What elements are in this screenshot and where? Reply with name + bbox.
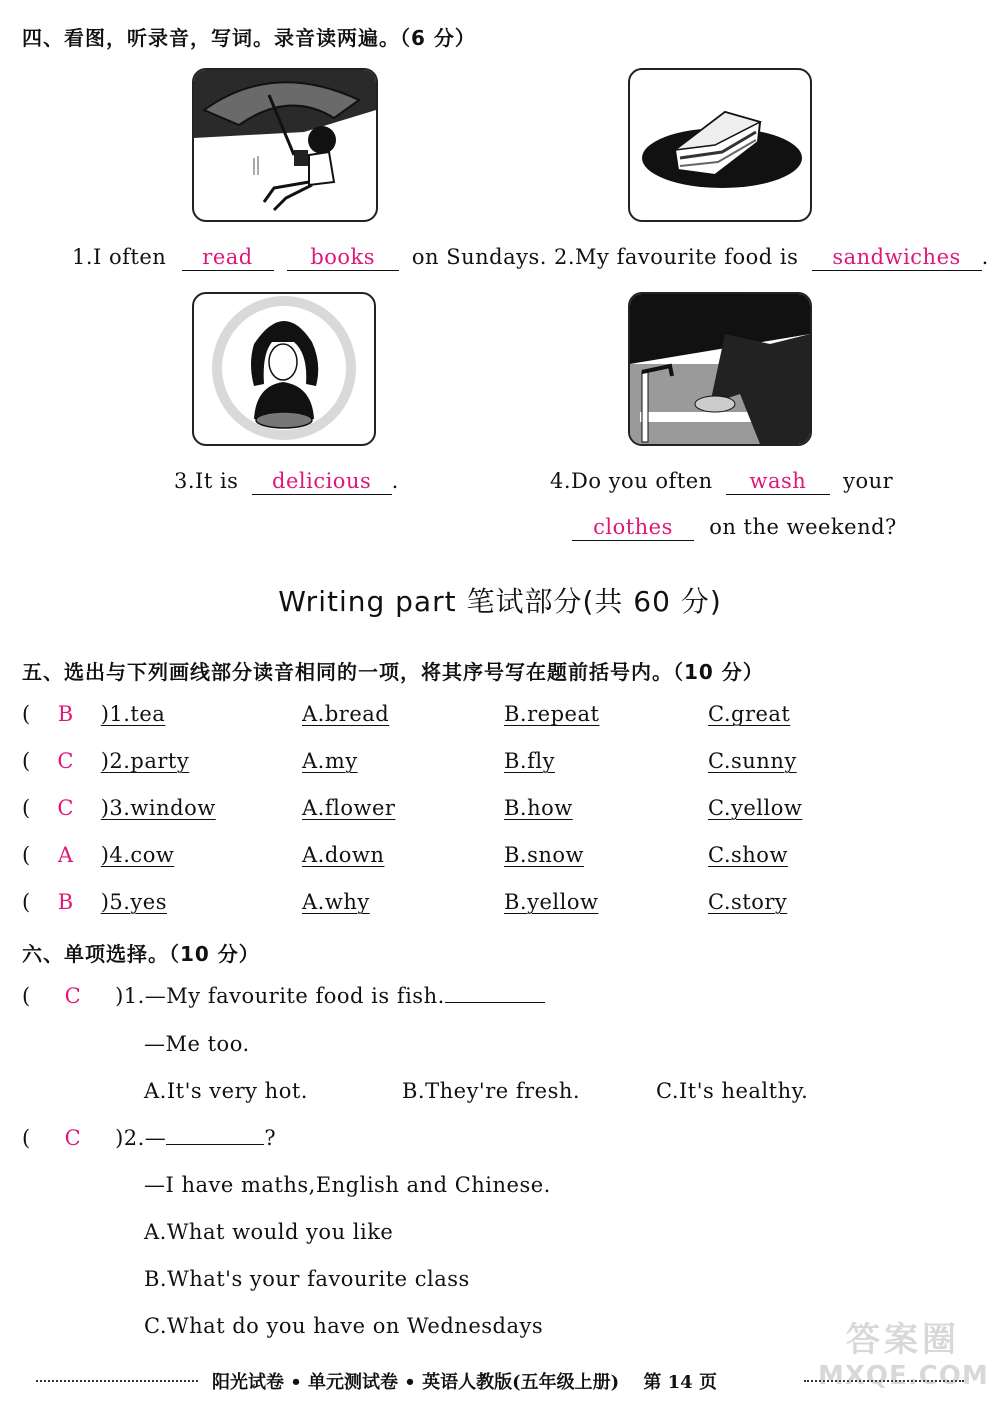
q1-answer-2: books	[310, 245, 376, 269]
s6-q1-option-c: C.It's healthy.	[656, 1079, 809, 1103]
s5-option-b: B.yellow	[504, 890, 599, 914]
watermark-en: MXQE.COM	[818, 1361, 989, 1391]
picture-sandwich	[628, 68, 812, 222]
q4-suffix: on the weekend?	[709, 515, 897, 539]
s6-q1-reply: —Me too.	[144, 1032, 250, 1056]
s5-answer: C	[57, 796, 74, 820]
s5-option-a: A.bread	[302, 702, 390, 726]
q2-prefix: 2.My favourite food is	[554, 245, 799, 269]
s6-q2-answer: C	[64, 1126, 82, 1150]
q3-answer: delicious	[272, 469, 372, 493]
picture-reading-umbrella	[192, 68, 378, 222]
picture-girl-food	[192, 292, 376, 446]
s5-option-a: A.flower	[302, 796, 396, 820]
s6-q2-option-a: A.What would you like	[144, 1220, 394, 1244]
section6-title: 六、单项选择。（10 分）	[22, 942, 260, 966]
s5-answer: C	[57, 749, 74, 773]
section5-title: 五、选出与下列画线部分读音相同的一项，将其序号写在题前括号内。（10 分）	[22, 660, 764, 684]
s6-q2-stem-end: ?	[264, 1126, 277, 1150]
q4-prefix: 4.Do you often	[550, 469, 713, 493]
s6-q2-stem: )2.—	[115, 1126, 167, 1150]
q2-line	[554, 244, 989, 271]
watermark-cn: 答案圈	[846, 1320, 960, 1360]
footer-dots-left	[36, 1380, 198, 1382]
picture-washing	[628, 292, 812, 446]
s6-q1-option-a: A.It's very hot.	[144, 1079, 308, 1103]
q2-answer: sandwiches	[832, 245, 961, 269]
paren-open: (	[22, 984, 31, 1008]
s5-option-b: B.how	[504, 796, 573, 820]
q2-suffix: .	[981, 245, 989, 269]
s5-option-b: B.snow	[504, 843, 585, 867]
s6-q1-row	[22, 984, 545, 1008]
s5-option-a: A.my	[302, 749, 358, 773]
s5-option-c: C.sunny	[708, 749, 797, 773]
s5-row	[22, 796, 216, 820]
section4-title: 四、看图，听录音，写词。录音读两遍。（6 分）	[22, 26, 476, 50]
s5-option-a: A.why	[302, 890, 370, 914]
s5-question: )5.yes	[100, 890, 168, 914]
q4-answer-2: clothes	[593, 515, 673, 539]
s5-row	[22, 890, 167, 914]
q3-line	[174, 468, 399, 495]
paren-open: (	[22, 749, 31, 773]
s5-answer: A	[57, 843, 74, 867]
paren-open: (	[22, 843, 31, 867]
s5-row	[22, 843, 174, 867]
s5-row	[22, 702, 165, 726]
s5-question: )2.party	[100, 749, 190, 773]
s5-option-c: C.story	[708, 890, 788, 914]
s6-q2-option-c: C.What do you have on Wednesdays	[144, 1314, 544, 1338]
s6-q1-answer: C	[64, 984, 82, 1008]
footer-text: 阳光试卷 • 单元测试卷 • 英语人教版(五年级上册)	[212, 1372, 620, 1393]
s5-option-c: C.great	[708, 702, 791, 726]
s5-answer: B	[57, 702, 74, 726]
s5-row	[22, 749, 189, 773]
paren-open: (	[22, 890, 31, 914]
s6-q1-option-b: B.They're fresh.	[402, 1079, 581, 1103]
q4-mid: your	[843, 469, 894, 493]
q1-suffix: on Sundays.	[411, 245, 547, 269]
s5-option-c: C.yellow	[708, 796, 803, 820]
footer	[212, 1368, 717, 1394]
s5-question: )3.window	[100, 796, 216, 820]
s6-q2-reply: —I have maths,English and Chinese.	[144, 1173, 551, 1197]
q1-line	[72, 244, 547, 271]
q4-line-1	[550, 468, 893, 495]
s6-q1-stem: )1.—My favourite food is fish.	[115, 984, 445, 1008]
s6-q2-row	[22, 1126, 276, 1150]
q4-line-2	[572, 514, 897, 541]
s5-option-c: C.show	[708, 843, 788, 867]
s5-option-b: B.repeat	[504, 702, 600, 726]
footer-page: 第 14 页	[643, 1372, 717, 1393]
q3-prefix: 3.It is	[174, 469, 239, 493]
writing-part-title: Writing part 笔试部分(共 60 分)	[278, 585, 722, 618]
s6-q2-option-b: B.What's your favourite class	[144, 1267, 470, 1291]
s5-question: )4.cow	[100, 843, 175, 867]
q1-prefix: 1.I often	[72, 245, 167, 269]
s5-question: )1.tea	[100, 702, 166, 726]
s5-option-b: B.fly	[504, 749, 555, 773]
q4-answer-1: wash	[749, 469, 807, 493]
q1-answer-1: read	[202, 245, 253, 269]
s5-option-a: A.down	[302, 843, 385, 867]
watermark-logo	[818, 1312, 988, 1402]
q3-suffix: .	[391, 469, 399, 493]
paren-open: (	[22, 1126, 31, 1150]
s5-answer: B	[57, 890, 74, 914]
paren-open: (	[22, 702, 31, 726]
paren-open: (	[22, 796, 31, 820]
